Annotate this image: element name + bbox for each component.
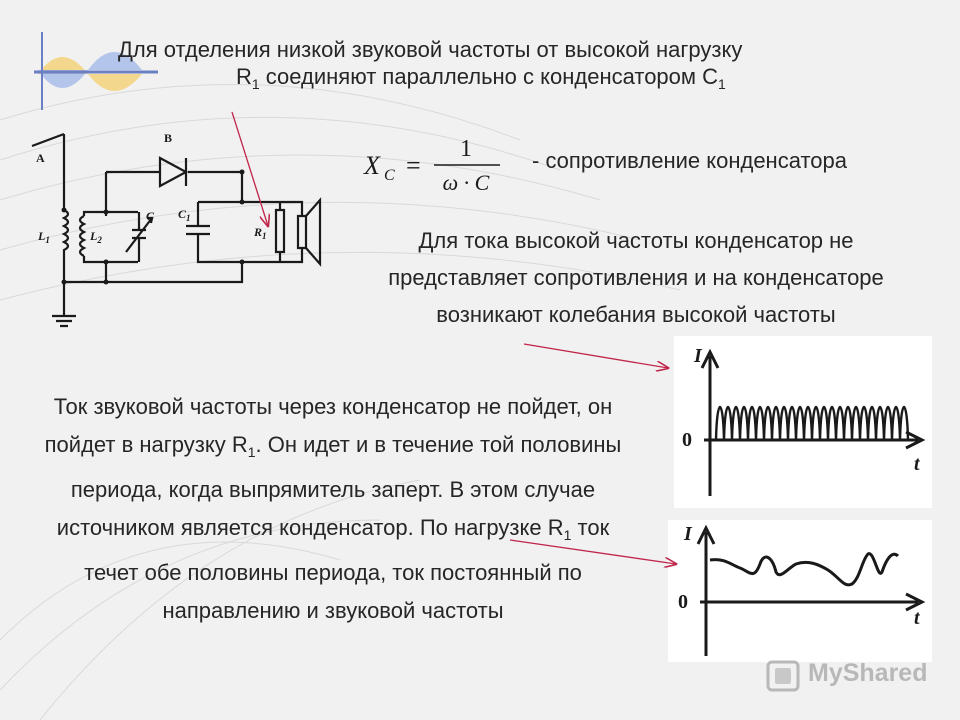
audio-text-part-3: ток течет обе половины периода, ток постоянный по направлению и звуковой частоты <box>84 515 610 623</box>
graph1-x-label: t <box>914 453 920 475</box>
title-r-subscript: 1 <box>251 76 260 92</box>
formula-numerator: 1 <box>460 136 472 162</box>
graph2-x-label: t <box>914 607 920 629</box>
arrow-to-graph1 <box>524 344 668 368</box>
title-line-1: Для отделения низкой звуковой частоты от высокой нагрузку <box>118 37 743 62</box>
high-frequency-text: Для тока высокой частоты конденсатор не представляет сопротивления и на конденсаторе возникают колебания высокой частоты <box>388 228 884 327</box>
audio-text-part-1: Ток звуковой частоты через конденсатор не пойдет, он пойдет в нагрузку R <box>44 394 613 457</box>
graph1-origin-label: 0 <box>682 429 692 451</box>
label-b: B <box>164 131 173 145</box>
label-l2: $L_2$ <box>90 229 102 245</box>
title-r-symbol: R <box>236 64 252 89</box>
capacitor-resistance-description: - сопротивление конденсатора <box>532 148 847 173</box>
label-r1: $R_1$ <box>254 225 267 241</box>
audio-text-subscript-2: 1 <box>563 527 572 543</box>
label-c: C <box>146 209 155 223</box>
label-l1: $L_1$ <box>38 229 50 245</box>
audio-text-subscript-1: 1 <box>247 444 256 460</box>
arrow-to-graph2 <box>510 540 676 564</box>
graph2-y-label: I <box>684 523 692 545</box>
graph2-origin-label: 0 <box>678 591 688 613</box>
formula-c-subscript: C <box>384 167 395 184</box>
arrow-to-r1 <box>232 112 268 226</box>
formula-denominator: ω · C <box>442 170 490 194</box>
title-line-2-text: соединяют параллельно с конденсатором С <box>259 64 719 89</box>
audio-text-part-2: . Он идет и в течение той половины периода, когда выпрямитель заперт. В этом случае источником является конденсатор. По нагрузке R <box>56 432 622 540</box>
formula-equals: = <box>406 151 421 180</box>
graph1-y-label: I <box>694 345 702 367</box>
title-c-subscript: 1 <box>718 76 726 92</box>
label-c1: $C_1$ <box>178 207 191 223</box>
formula-x: X <box>364 151 380 180</box>
label-a: A <box>36 151 45 165</box>
watermark-text: MyShared <box>808 659 928 687</box>
